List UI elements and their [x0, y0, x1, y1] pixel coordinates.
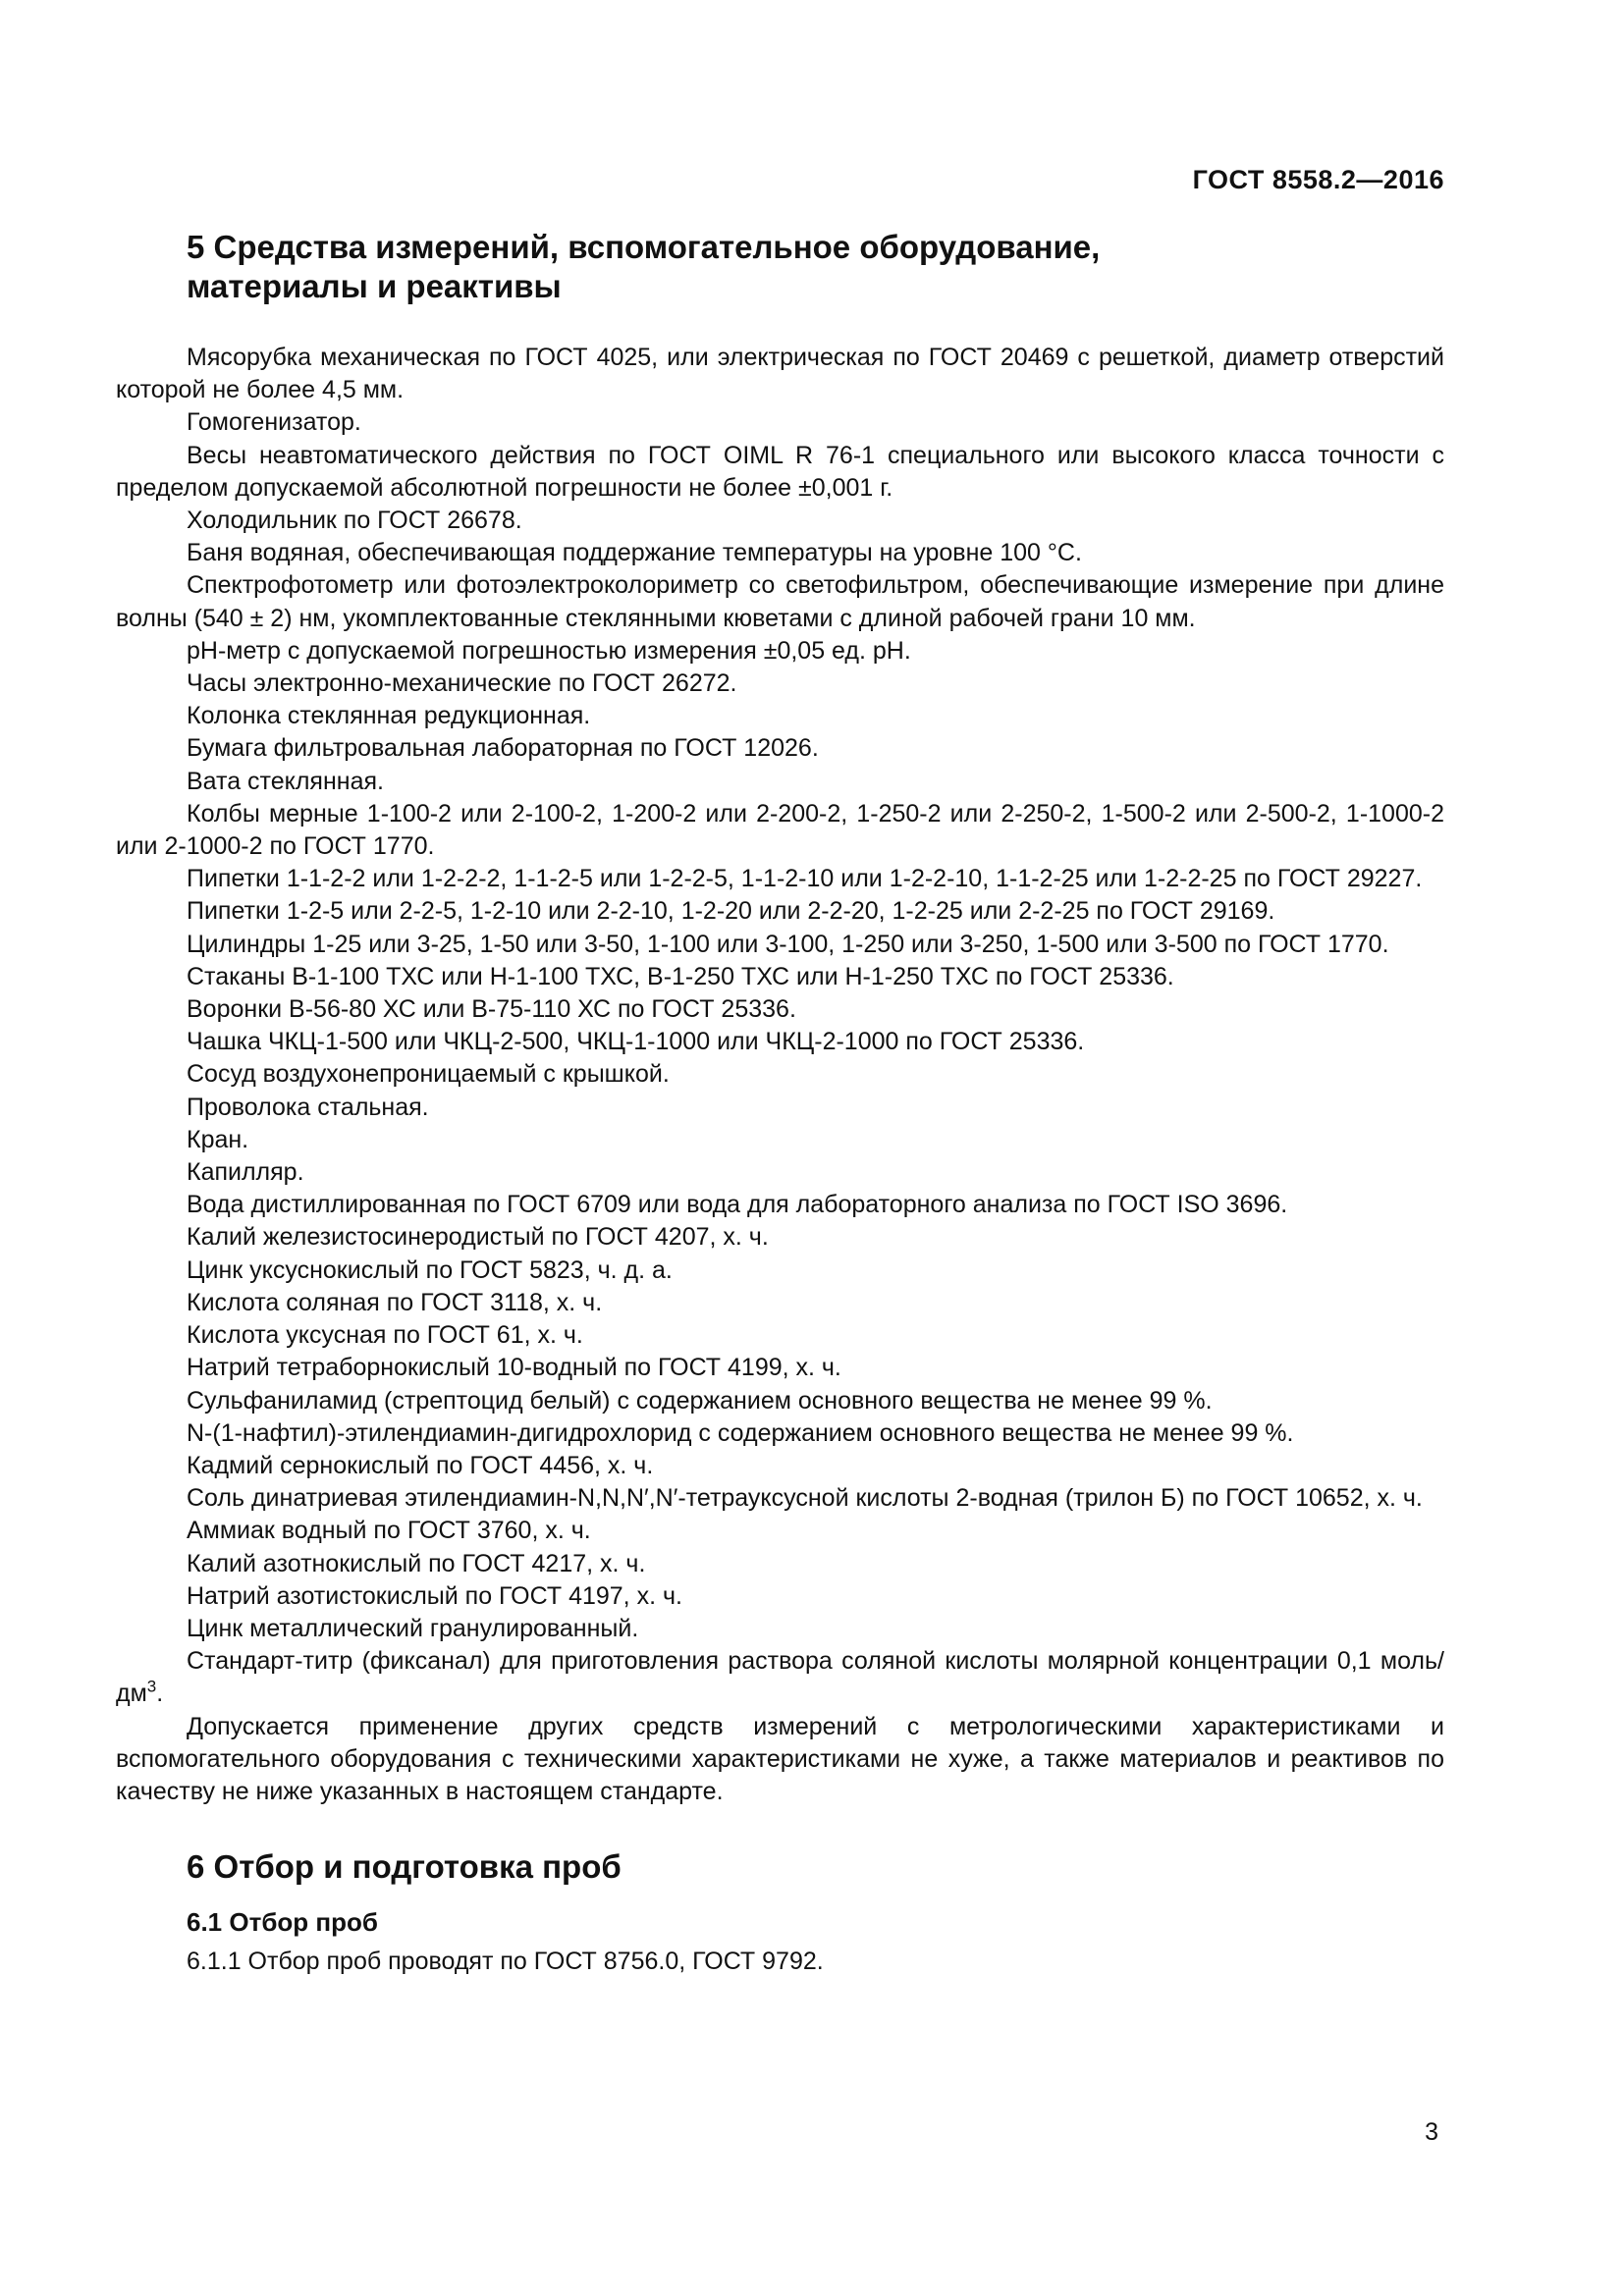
list-item: Пипетки 1-1-2-2 или 1-2-2-2, 1-1-2-5 или 1-2-2-5, 1-1-2-10 или 1-2-2-10, 1-1-2-25 или 1-2-2-25 по ГОСТ 29227. — [187, 865, 1423, 893]
page-number: 3 — [1425, 2118, 1438, 2146]
standard-titr-end: . — [156, 1680, 164, 1708]
unit-superscript: 3 — [146, 1678, 157, 1696]
list-item: Холодильник по ГОСТ 26678. — [187, 507, 522, 535]
list-item: Калий железистосинеродистый по ГОСТ 4207, х. ч. — [187, 1223, 769, 1252]
list-item: Мясорубка механическая по ГОСТ 4025, или электрическая по ГОСТ 20469 с решеткой, диаметр отверстий которой не более 4,5 мм. — [116, 344, 1444, 404]
clause-6-1-1: 6.1.1 Отбор проб проводят по ГОСТ 8756.0, ГОСТ 9792. — [187, 1948, 824, 1976]
list-item: Бумага фильтровальная лабораторная по ГОСТ 12026. — [187, 734, 819, 763]
list-item: Баня водяная, обеспечивающая поддержание температуры на уровне 100 °С. — [187, 539, 1082, 567]
list-item: Цилиндры 1-25 или 3-25, 1-50 или 3-50, 1-100 или 3-100, 1-250 или 3-250, 1-500 или 3-500 по ГОСТ 1770. — [187, 930, 1389, 958]
list-item: Цинк уксуснокислый по ГОСТ 5823, ч. д. а. — [187, 1255, 673, 1284]
list-item: Калий азотнокислый по ГОСТ 4217, х. ч. — [187, 1549, 646, 1577]
page-content — [116, 228, 1444, 1978]
standard-titr-text: Стандарт-титр (фиксанал) для приготовления раствора соляной кислоты молярной концентрации 0,1 моль/дм — [116, 1647, 1444, 1708]
list-item: Натрий азотистокислый по ГОСТ 4197, х. ч. — [187, 1581, 682, 1610]
list-item: Пипетки 1-2-5 или 2-2-5, 1-2-10 или 2-2-10, 1-2-20 или 2-2-20, 1-2-25 или 2-2-25 по ГОСТ 29169. — [187, 897, 1275, 926]
list-item: Колонка стеклянная редукционная. — [187, 702, 591, 730]
list-item: Кислота уксусная по ГОСТ 61, х. ч. — [187, 1321, 583, 1350]
list-item: Вата стеклянная. — [187, 767, 384, 795]
list-item: Спектрофотометр или фотоэлектроколориметр со светофильтром, обеспечивающие измерение при длине волны (540 ± 2) нм, укомплектованные стеклянными кюветами с длиной рабочей грани 10 мм. — [116, 571, 1444, 632]
subsection-6-1-title: 6.1 Отбор проб — [187, 1907, 378, 1938]
list-item: Кадмий сернокислый по ГОСТ 4456, х. ч. — [187, 1451, 654, 1479]
list-item: Проволока стальная. — [187, 1093, 429, 1121]
closing-paragraph: Допускается применение других средств измерений с метрологическими характеристиками и вспомогательного оборудования с техническими характеристиками не хуже, а также материалов и реактивов по качеству не ниже указанных в настоящем стандарте. — [116, 1712, 1444, 1805]
document-header: ГОСТ 8558.2—2016 — [1192, 165, 1444, 194]
list-item: Чашка ЧКЦ-1-500 или ЧКЦ-2-500, ЧКЦ-1-1000 или ЧКЦ-2-1000 по ГОСТ 25336. — [187, 1028, 1085, 1056]
list-item: Сосуд воздухонепроницаемый с крышкой. — [187, 1060, 670, 1089]
list-item: Цинк металлический гранулированный. — [187, 1614, 639, 1642]
list-item: Колбы мерные 1-100-2 или 2-100-2, 1-200-2 или 2-200-2, 1-250-2 или 2-250-2, 1-500-2 или 2-500-2, 1-1000-2 или 2-1000-2 по ГОСТ 1770. — [116, 799, 1444, 861]
list-item: Капилляр. — [187, 1158, 304, 1187]
list-item: Сульфаниламид (стрептоцид белый) с содержанием основного вещества не менее 99 %. — [187, 1386, 1213, 1415]
list-item: Весы неавтоматического действия по ГОСТ OIML R 76-1 специального или высокого класса точности с пределом допускаемой абсолютной погрешности не более ±0,001 г. — [116, 441, 1444, 502]
list-item: Кислота соляная по ГОСТ 3118, х. ч. — [187, 1288, 603, 1316]
list-item: Кран. — [187, 1125, 249, 1153]
list-item-standard-titr — [116, 1645, 1444, 1710]
list-item: Аммиак водный по ГОСТ 3760, х. ч. — [187, 1517, 591, 1545]
list-item: Часы электронно-механические по ГОСТ 26272. — [187, 669, 737, 698]
list-item: Соль динатриевая этилендиамин-N,N,N′,N′-тетрауксусной кислоты 2-водная (трилон Б) по ГОСТ 10652, х. ч. — [187, 1484, 1423, 1513]
list-item: Воронки В-56-80 ХС или В-75-110 ХС по ГОСТ 25336. — [187, 995, 796, 1024]
section-5-title-line2: материалы и реактивы — [187, 268, 562, 304]
list-item: N-(1-нафтил)-этилендиамин-дигидрохлорид с содержанием основного вещества не менее 99 %. — [187, 1418, 1294, 1447]
list-item: Вода дистиллированная по ГОСТ 6709 или вода для лабораторного анализа по ГОСТ ISO 3696. — [187, 1191, 1288, 1219]
equipment-list — [116, 342, 1444, 1645]
list-item: Стаканы В-1-100 ТХС или Н-1-100 ТХС, В-1-250 ТХС или Н-1-250 ТХС по ГОСТ 25336. — [187, 962, 1174, 990]
list-item: Натрий тетраборнокислый 10-водный по ГОСТ 4199, х. ч. — [187, 1354, 841, 1382]
section-6-title: 6 Отбор и подготовка проб — [187, 1848, 622, 1886]
section-5-title-line1: 5 Средства измерений, вспомогательное оборудование, — [187, 229, 1101, 265]
list-item: pH-метр с допускаемой погрешностью измерения ±0,05 ед. pH. — [187, 636, 911, 665]
section-5-title — [116, 228, 1444, 306]
list-item: Гомогенизатор. — [187, 408, 361, 437]
